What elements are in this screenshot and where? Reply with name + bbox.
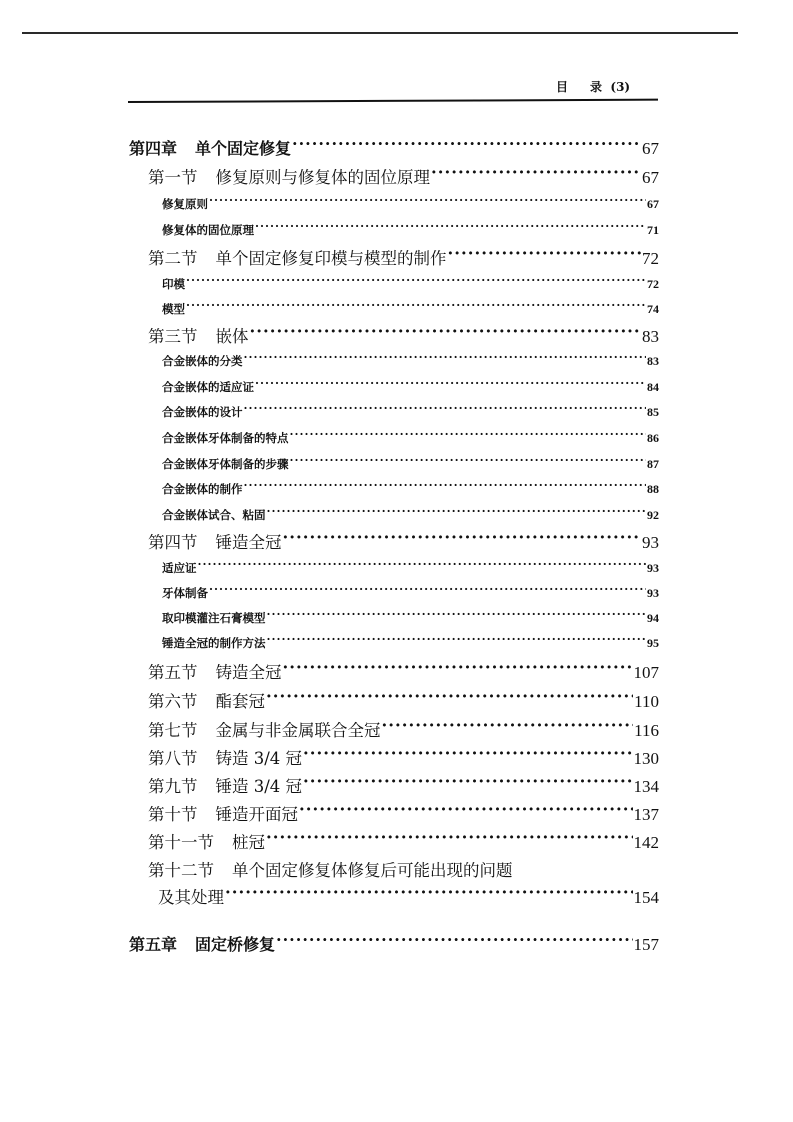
leader-dots — [448, 248, 642, 265]
toc-entry-title: 嵌体 — [215, 327, 249, 346]
toc-chapter-5[interactable] — [129, 932, 659, 955]
toc-entry-label — [148, 801, 298, 825]
toc-entry-title: 模型 — [162, 302, 185, 316]
toc-entry-label — [148, 245, 447, 269]
running-head-title-char2: 录 — [590, 80, 603, 94]
toc-entry-label — [148, 323, 249, 347]
toc-entry-label — [148, 857, 513, 881]
leader-dots — [276, 934, 632, 950]
toc-entry-number: 第四节 — [148, 533, 198, 552]
leader-dots — [266, 832, 633, 849]
toc-entry-page: 87 — [647, 457, 659, 471]
toc-entry-title: 合金嵌体的适应证 — [162, 380, 254, 394]
toc-section-8[interactable] — [148, 745, 659, 769]
toc-section-4[interactable] — [148, 529, 659, 553]
toc-entry-page: 72 — [647, 277, 659, 291]
toc-section-11[interactable] — [148, 829, 659, 853]
toc-entry-number: 第四章 — [129, 139, 178, 158]
leader-dots — [303, 748, 632, 765]
leader-dots — [209, 586, 646, 598]
toc-entry-title: 铸造全冠 — [215, 663, 282, 682]
toc-entry-title: 固定桥修复 — [195, 935, 276, 954]
toc-entry-number: 第五节 — [148, 663, 198, 682]
toc-entry-title: 酯套冠 — [215, 692, 265, 711]
toc-entry-page: 84 — [647, 380, 659, 394]
toc-entry-title: 合金嵌体的设计 — [162, 405, 243, 419]
leader-dots — [255, 223, 646, 235]
toc-entry-page: 67 — [642, 168, 659, 187]
leader-dots — [198, 561, 647, 573]
toc-subentry[interactable] — [162, 481, 659, 497]
leader-dots — [292, 138, 641, 154]
toc-entry-title: 单个固定修复体修复后可能出现的问题 — [232, 861, 513, 880]
toc-entry-page: 130 — [633, 749, 659, 768]
toc-entry-page: 93 — [647, 586, 659, 600]
leader-dots — [283, 662, 633, 679]
toc-section-5[interactable] — [148, 659, 659, 683]
toc-entry-number: 第五章 — [129, 935, 178, 954]
toc-entry-title: 锤造 3/4 冠 — [215, 777, 303, 796]
toc-entry-page: 116 — [634, 721, 659, 740]
toc-entry-page: 85 — [647, 405, 659, 419]
toc-entry-label — [129, 136, 291, 159]
page-top-rule — [22, 32, 738, 34]
toc-entry-number: 第十一节 — [148, 833, 214, 852]
toc-entry-number: 第二节 — [148, 249, 198, 268]
toc-entry-number: 第十二节 — [148, 861, 214, 880]
toc-entry-label — [148, 164, 430, 188]
toc-entry-title: 合金嵌体牙体制备的步骤 — [162, 457, 289, 471]
running-head — [556, 78, 630, 95]
toc-section-9[interactable] — [148, 773, 659, 797]
toc-entry-page: 74 — [647, 302, 659, 316]
leader-dots — [283, 532, 642, 549]
toc-entry-page: 92 — [647, 508, 659, 522]
toc-entry-title: 适应证 — [162, 561, 197, 575]
header-rule — [128, 99, 658, 103]
leader-dots — [382, 720, 634, 737]
toc-entry-page: 71 — [647, 223, 659, 237]
toc-section-12[interactable] — [148, 857, 513, 881]
toc-subentry[interactable] — [162, 196, 659, 212]
toc-entry-page: 142 — [633, 833, 659, 852]
toc-entry-title: 锤造全冠的制作方法 — [162, 636, 266, 650]
toc-entry-page: 67 — [647, 197, 659, 211]
leader-dots — [303, 776, 632, 793]
leader-dots — [290, 457, 647, 469]
running-head-title-char1: 目 — [556, 80, 569, 94]
toc-entry-number: 第八节 — [148, 749, 198, 768]
toc-section-10[interactable] — [148, 801, 659, 825]
toc-entry-title: 锤造开面冠 — [215, 805, 298, 824]
toc-entry-page: 94 — [647, 611, 659, 625]
leader-dots — [299, 804, 633, 821]
leader-dots — [244, 482, 647, 494]
toc-section-7[interactable] — [148, 717, 659, 741]
leader-dots — [244, 354, 647, 366]
toc-subentry[interactable] — [162, 276, 659, 292]
toc-entry-title: 取印模灌注石膏模型 — [162, 611, 266, 625]
toc-entry-label — [148, 659, 282, 683]
toc-entry-page: 95 — [647, 636, 659, 650]
toc-entry-title: 修复原则 — [162, 197, 208, 211]
toc-entry-number: 第十节 — [148, 805, 198, 824]
toc-entry-number: 第一节 — [148, 168, 198, 187]
toc-subentry[interactable] — [162, 379, 659, 395]
toc-entry-page: 110 — [634, 692, 659, 711]
toc-entry-title: 合金嵌体的制作 — [162, 482, 243, 496]
toc-entry-page: 72 — [642, 249, 659, 268]
toc-subentry[interactable] — [162, 456, 659, 472]
toc-entry-title: 合金嵌体试合、粘固 — [162, 508, 266, 522]
leader-dots — [267, 508, 647, 520]
toc-section-3[interactable] — [148, 323, 659, 347]
toc-entry-page: 154 — [633, 888, 659, 907]
toc-entry-label — [148, 745, 302, 769]
toc-entry-title: 修复体的固位原理 — [162, 223, 254, 237]
leader-dots — [225, 887, 633, 904]
toc-entry-page: 83 — [647, 354, 659, 368]
toc-entry-page: 88 — [647, 482, 659, 496]
toc-entry-label — [148, 717, 381, 741]
leader-dots — [267, 636, 647, 648]
leader-dots — [186, 302, 646, 314]
leader-dots — [290, 431, 647, 443]
toc-entry-page: 86 — [647, 431, 659, 445]
toc-subentry[interactable] — [162, 635, 659, 651]
toc-subentry[interactable] — [162, 353, 659, 369]
toc-section-6[interactable] — [148, 688, 659, 712]
toc-section-2[interactable] — [148, 245, 659, 269]
running-head-page-number: (3) — [610, 80, 631, 94]
toc-entry-title: 合金嵌体的分类 — [162, 354, 243, 368]
toc-entry-title: 铸造 3/4 冠 — [215, 749, 303, 768]
toc-entry-title: 锤造全冠 — [215, 533, 282, 552]
toc-entry-label — [148, 529, 282, 553]
toc-section-1[interactable] — [148, 164, 659, 188]
toc-entry-page: 93 — [647, 561, 659, 575]
leader-dots — [209, 197, 646, 209]
toc-subentry[interactable] — [162, 301, 659, 317]
toc-entry-title: 单个固定修复 — [195, 139, 292, 158]
toc-chapter-4[interactable] — [129, 136, 659, 159]
toc-subentry[interactable] — [162, 585, 659, 601]
toc-entry-page: 67 — [642, 139, 659, 158]
toc-entry-number: 第七节 — [148, 721, 198, 740]
toc-subentry[interactable] — [162, 507, 659, 523]
leader-dots — [244, 405, 647, 417]
toc-entry-title: 金属与非金属联合全冠 — [215, 721, 381, 740]
toc-entry-page: 83 — [642, 327, 659, 346]
leader-dots — [431, 167, 641, 184]
toc-entry-page: 137 — [633, 805, 659, 824]
toc-section-12-continued[interactable] — [158, 884, 659, 908]
toc-entry-label — [148, 773, 302, 797]
toc-entry-number: 第九节 — [148, 777, 198, 796]
toc-entry-title: 合金嵌体牙体制备的特点 — [162, 431, 289, 445]
toc-entry-page: 157 — [633, 935, 659, 954]
leader-dots — [255, 380, 646, 392]
toc-subentry[interactable] — [162, 560, 659, 576]
toc-subentry[interactable] — [162, 404, 659, 420]
toc-entry-title: 修复原则与修复体的固位原理 — [215, 168, 430, 187]
leader-dots — [186, 277, 646, 289]
toc-entry-number: 第六节 — [148, 692, 198, 711]
toc-entry-title: 印模 — [162, 277, 185, 291]
toc-entry-title: 及其处理 — [158, 888, 224, 907]
toc-entry-title: 牙体制备 — [162, 586, 208, 600]
toc-subentry[interactable] — [162, 430, 659, 446]
toc-entry-title: 桩冠 — [232, 833, 265, 852]
toc-entry-page: 93 — [642, 533, 659, 552]
toc-subentry[interactable] — [162, 222, 659, 238]
leader-dots — [267, 611, 647, 623]
leader-dots — [266, 691, 633, 708]
toc-entry-page: 134 — [633, 777, 659, 796]
toc-entry-label — [148, 829, 265, 853]
toc-entry-label — [129, 932, 275, 955]
toc-entry-label — [148, 688, 265, 712]
toc-entry-number: 第三节 — [148, 327, 198, 346]
toc-entry-page: 107 — [633, 663, 659, 682]
toc-subentry[interactable] — [162, 610, 659, 626]
leader-dots — [250, 326, 642, 343]
toc-entry-title: 单个固定修复印模与模型的制作 — [215, 249, 447, 268]
